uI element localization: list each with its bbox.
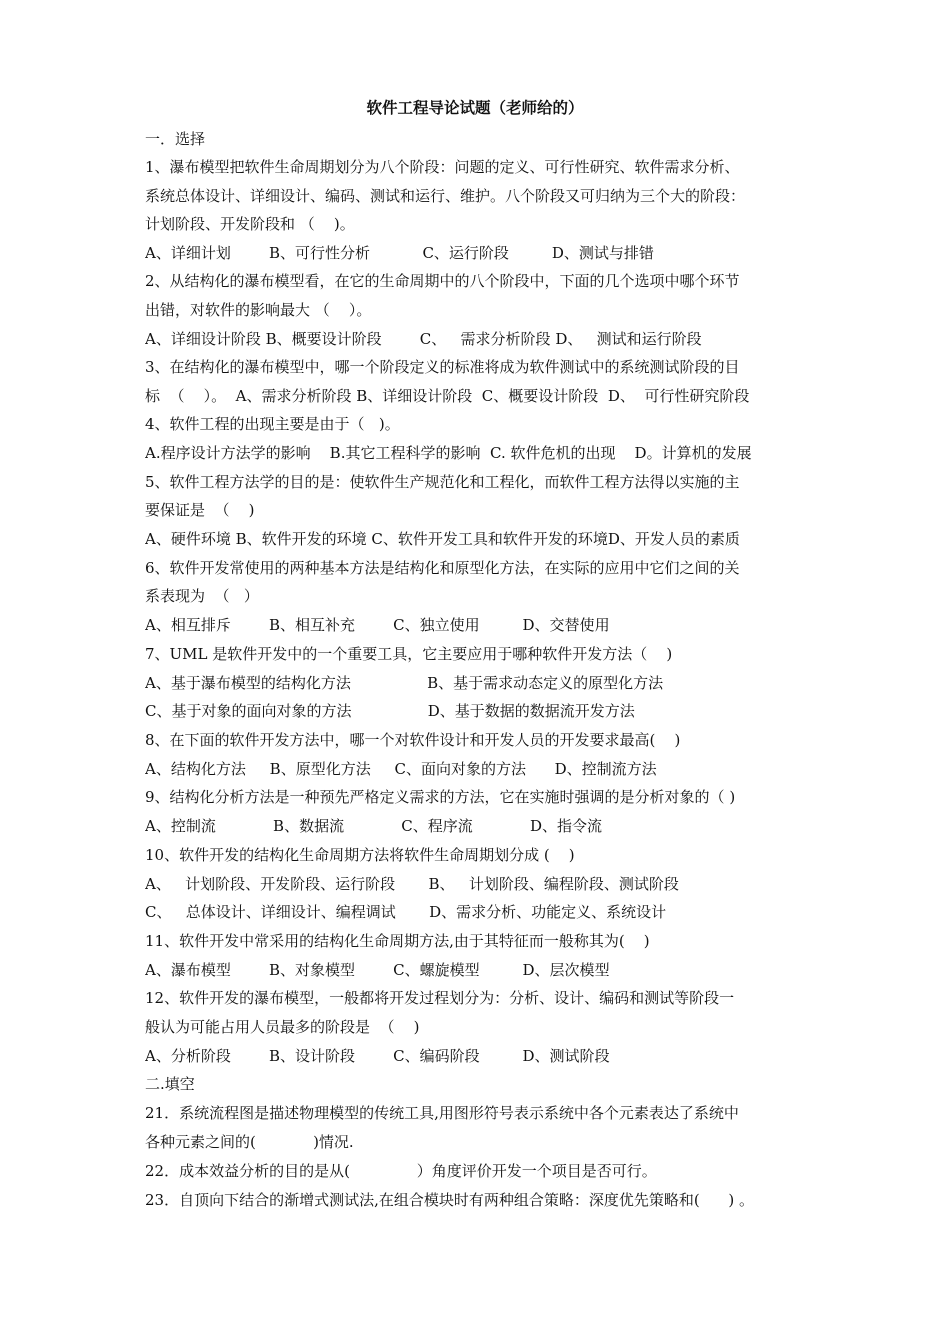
question-7-options-ab: A、基于瀑布模型的结构化方法 B、基于需求动态定义的原型化方法 <box>145 674 664 692</box>
question-10: 10、软件开发的结构化生命周期方法将软件生命周期划分成 ( ) <box>145 846 575 864</box>
question-5-line-1: 5、软件工程方法学的目的是：使软件生产规范化和工程化，而软件工程方法得以实施的主 <box>145 473 740 491</box>
question-11: 11、软件开发中常采用的结构化生命周期方法,由于其特征而一般称其为( ) <box>145 932 650 950</box>
question-1-options: A、详细计划 B、可行性分析 C、运行阶段 D、测试与排错 <box>145 244 654 262</box>
question-11-options: A、瀑布模型 B、对象模型 C、螺旋模型 D、层次模型 <box>145 961 610 979</box>
question-3-line-1: 3、在结构化的瀑布模型中，哪一个阶段定义的标准将成为软件测试中的系统测试阶段的目 <box>145 358 740 376</box>
question-1-line-1: 1、瀑布模型把软件生命周期划分为八个阶段：问题的定义、可行性研究、软件需求分析、 <box>145 158 740 176</box>
question-8-options: A、结构化方法 B、原型化方法 C、面向对象的方法 D、控制流方法 <box>145 760 657 778</box>
question-1-line-2: 系统总体设计、详细设计、编码、测试和运行、维护。八个阶段又可归纳为三个大的阶段： <box>145 187 746 205</box>
question-2-line-2: 出错，对软件的影响最大 （ ）。 <box>145 301 372 319</box>
question-9: 9、结构化分析方法是一种预先严格定义需求的方法，它在实施时强调的是分析对象的（ ) <box>145 788 736 806</box>
question-4-options: A.程序设计方法学的影响 B.其它工程科学的影响 C. 软件危机的出现 D。计算机的发展 <box>145 444 752 462</box>
section-heading-choice: 一．选择 <box>145 130 206 148</box>
question-7: 7、UML 是软件开发中的一个重要工具，它主要应用于哪种软件开发方法（ ) <box>145 645 673 663</box>
question-3-line-2: 标 （ ）。 A、需求分析阶段 B、详细设计阶段 C、概要设计阶段 D、 可行性研究阶段 <box>145 387 750 405</box>
question-10-options-ab: A、 计划阶段、开发阶段、运行阶段 B、 计划阶段、编程阶段、测试阶段 <box>145 875 679 893</box>
question-7-options-cd: C、基于对象的面向对象的方法 D、基于数据的数据流开发方法 <box>145 702 635 720</box>
document-title: 软件工程导论试题（老师给的） <box>366 98 584 117</box>
question-12-options: A、分析阶段 B、设计阶段 C、编码阶段 D、测试阶段 <box>145 1047 610 1065</box>
section-heading-fill: 二.填空 <box>145 1075 195 1093</box>
question-12-line-1: 12、软件开发的瀑布模型，一般都将开发过程划分为：分析、设计、编码和测试等阶段一 <box>145 989 735 1007</box>
question-12-line-2: 般认为可能占用人员最多的阶段是 （ ) <box>145 1018 420 1036</box>
question-6-line-1: 6、软件开发常使用的两种基本方法是结构化和原型化方法，在实际的应用中它们之间的关 <box>145 559 740 577</box>
question-4: 4、软件工程的出现主要是由于（ )。 <box>145 415 400 433</box>
question-9-options: A、控制流 B、数据流 C、程序流 D、指令流 <box>145 817 603 835</box>
question-22: 22．成本效益分析的目的是从( ）角度评价开发一个项目是否可行。 <box>145 1162 657 1180</box>
question-8: 8、在下面的软件开发方法中，哪一个对软件设计和开发人员的开发要求最高( ) <box>145 731 681 749</box>
question-6-options: A、相互排斥 B、相互补充 C、独立使用 D、交替使用 <box>145 616 610 634</box>
question-5-options: A、硬件环境 B、软件开发的环境 C、软件开发工具和软件开发的环境D、开发人员的素质 <box>145 530 740 548</box>
question-21-line-1: 21．系统流程图是描述物理模型的传统工具,用图形符号表示系统中各个元素表达了系统中 <box>145 1104 739 1122</box>
question-2-options: A、详细设计阶段 B、概要设计阶段 C、 需求分析阶段 D、 测试和运行阶段 <box>145 330 702 348</box>
question-2-line-1: 2、从结构化的瀑布模型看，在它的生命周期中的八个阶段中，下面的几个选项中哪个环节 <box>145 272 740 290</box>
question-6-line-2: 系表现为 （ ） <box>145 587 259 605</box>
question-23: 23．自顶向下结合的渐增式测试法,在组合模块时有两种组合策略：深度优先策略和( ) 。 <box>145 1191 754 1209</box>
question-21-line-2: 各种元素之间的( )情况. <box>145 1133 354 1151</box>
question-1-line-3: 计划阶段、开发阶段和 （ )。 <box>145 215 355 233</box>
question-5-line-2: 要保证是 （ ) <box>145 501 255 519</box>
question-10-options-cd: C、 总体设计、详细设计、编程调试 D、需求分析、功能定义、系统设计 <box>145 903 667 921</box>
